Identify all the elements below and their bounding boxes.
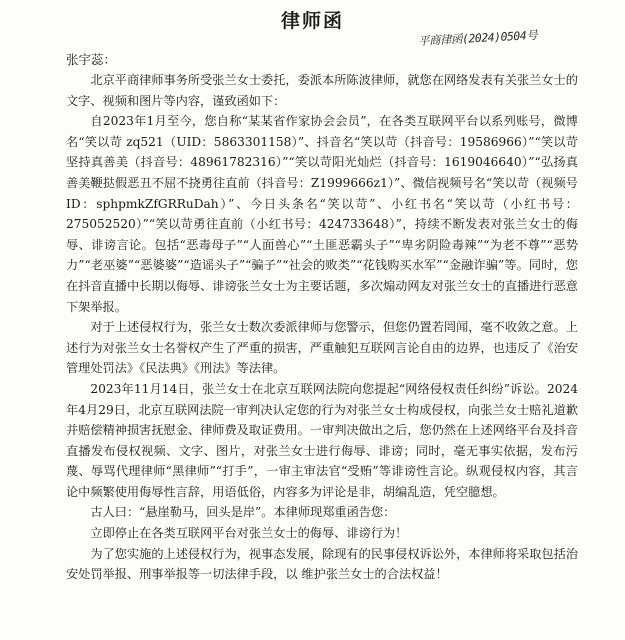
paragraph-demand: 立即停止在各类互联网平台对张兰女士的侮辱、诽谤行为！ (90, 526, 408, 541)
letter-title: 律师函 (280, 10, 344, 32)
paragraph-accounts: 自2023年1月至今，您自称“某某省作家协会会员”，在各类互联网平台以系列账号，微博名“笑以苛 zq521（UID：5863301158）”、抖音名“笑以苛（抖音号：19586966）”“笑以苛坚持真善美（抖音号：48961782316）”“笑以苛阳光灿烂（抖音号：1619046640）”“弘扬真善美鞭挞假恶丑不屈不挠勇往直前（抖音号：Z1999666z1）”、微信视频号名“笑以苛（视频号 ID：sphpmkZfGRRuDah）”、今日头条名“笑以苛”、小红书名“笑以苛（小红书号：275052520）”“笑以苛勇往直前（小红书号：424733648）”，持续不断发表对张兰女士的侮辱、诽谤言论。包括“恶毒母子”“人面兽心”“土匪恶霸头子”“卑劣阴险毒辣”“为老不尊”“恶势力”“老巫婆”“恶婆婆”“造谣头子”“骗子”“社会的败类”“花钱购买水军”“金融诈骗”等。同时，您在抖音直播中长期以侮辱、诽谤张兰女士为主要话题，多次煽动网友对张兰女士的直播进行恶意下架举报。 (66, 114, 578, 314)
document-number: 平商律函(2024)0504号 (417, 27, 538, 49)
paragraph-warning: 为了您实施的上述侵权行为，视事态发展，除现有的民事侵权诉讼外，本律师将采取包括治安处罚举报、刑事举报等一切法律手段，以 维护张兰女士的合法权益！ (66, 546, 578, 582)
paragraph-proverb: 古人曰：“悬崖勒马，回头是岸”。本律师现郑重函告您： (90, 505, 396, 520)
paragraph-intro: 北京平商律师事务所受张兰女士委托，委派本所陈波律师，就您在网络发表有关张兰女士的文字、视频和图片等内容，谨致函如下： (66, 73, 578, 108)
addressee: 张宇蕊： (66, 52, 117, 67)
paragraph-lawsuit: 2023年11月14日，张兰女士在北京互联网法院向您提起“网络侵权责任纠纷”诉讼。2024年4月29日，北京互联网法院一审判决认定您的行为对张兰女士构成侵权，向张兰女士赔礼道歉并赔偿精神损害抚慰金、律师费及取证费用。一审判决做出之后，您仍然在上述网络平台及抖音直播发布侵权视频、文字、图片，对张兰女士进行侮辱、诽谤；同时，毫无事实依据，发布污蔑、辱骂代理律师“黑律师”“打手”，一审主审法官“受贿”等诽谤性言论。纵观侵权内容，其言论中频繁使用侮辱性言辞，用语低俗，内容多为评论是非，胡编乱造，凭空臆想。 (66, 381, 578, 499)
letter-body (66, 70, 578, 585)
paragraph-violations: 对于上述侵权行为，张兰女士数次委派律师与您警示，但您仍置若罔闻，毫不收敛之意。上述行为对张兰女士名誉权产生了严重的损害，严重触犯互联网言论自由的边界，也违反了《治安管理处罚法》《民法典》《刑法》等法律。 (66, 320, 578, 376)
